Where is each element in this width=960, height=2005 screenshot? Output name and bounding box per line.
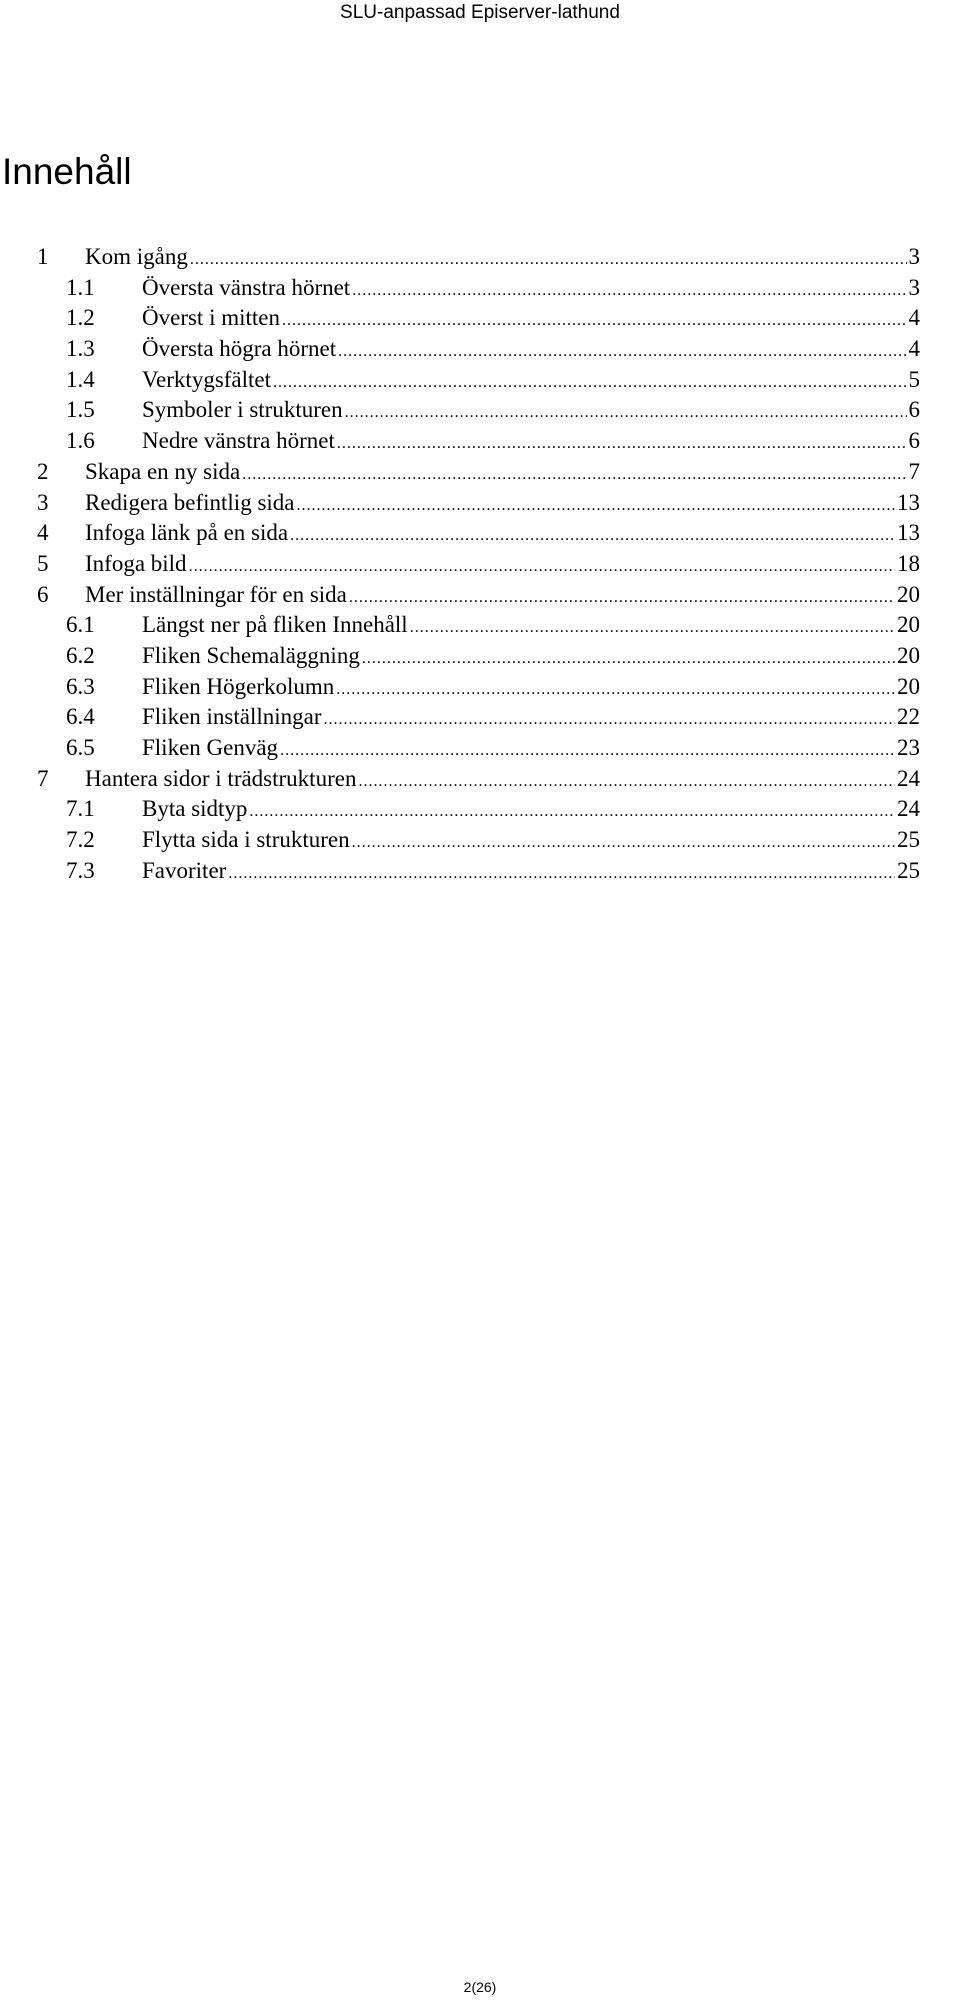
toc-entry-title: Översta högra hörnet xyxy=(142,336,337,362)
toc-entry[interactable] xyxy=(0,365,960,396)
toc-entry-body xyxy=(85,457,920,491)
toc-entry-page: 6 xyxy=(908,397,920,423)
toc-dot-leader xyxy=(189,552,895,583)
toc-entry-title: Fliken Genväg xyxy=(142,735,279,760)
toc-entry-title: Fliken inställningar xyxy=(142,704,322,730)
toc-dot-leader xyxy=(337,429,907,460)
toc-entry-body xyxy=(85,549,920,583)
toc-dot-leader xyxy=(290,521,895,552)
toc-entry[interactable] xyxy=(0,672,960,703)
toc-entry-title: Nedre vänstra hörnet xyxy=(142,428,335,454)
toc-dot-leader xyxy=(297,491,896,522)
toc-dot-leader xyxy=(352,828,895,859)
toc-entry[interactable] xyxy=(0,641,960,672)
toc-entry-page: 25 xyxy=(897,827,920,853)
toc-entry-body xyxy=(142,610,920,644)
toc-entry-title: Skapa en ny sida xyxy=(85,458,241,484)
toc-entry-title: Fliken Schemaläggning xyxy=(142,642,360,668)
toc-entry-number: 1.1 xyxy=(66,274,95,300)
toc-dot-leader xyxy=(228,859,895,890)
toc-entry-body xyxy=(142,856,920,890)
toc-entry-page: 20 xyxy=(897,612,920,638)
toc-entry-body xyxy=(142,365,920,399)
toc-entry[interactable] xyxy=(0,856,960,887)
toc-entry-page: 18 xyxy=(897,550,920,576)
toc-entry-body xyxy=(142,794,920,828)
toc-entry-title: Fliken Högerkolumn xyxy=(142,673,335,699)
toc-entry-body xyxy=(142,334,920,368)
toc-entry[interactable] xyxy=(0,488,960,519)
toc-entry[interactable] xyxy=(0,395,960,426)
toc-entry-number: 7.2 xyxy=(66,827,95,853)
toc-entry-number: 1.4 xyxy=(66,366,95,392)
toc-entry-body xyxy=(142,426,920,460)
toc-entry-body xyxy=(142,395,920,429)
toc-entry-number: 4 xyxy=(37,520,49,546)
toc-entry-number: 6.4 xyxy=(66,704,95,730)
toc-entry-number: 7.1 xyxy=(66,796,95,822)
toc-entry-page: 6 xyxy=(908,428,920,454)
toc-dot-leader xyxy=(349,583,895,614)
toc-entry-page: 13 xyxy=(897,489,920,515)
toc-entry-body xyxy=(142,273,920,307)
toc-entry-page: 20 xyxy=(897,642,920,668)
toc-entry[interactable] xyxy=(0,273,960,304)
toc-entry-number: 7 xyxy=(37,765,49,791)
running-header: SLU-anpassad Episerver-lathund xyxy=(340,2,620,23)
toc-entry-title: Infoga länk på en sida xyxy=(85,520,289,546)
toc-entry-title: Hantera sidor i trädstrukturen xyxy=(85,765,357,791)
toc-entry[interactable] xyxy=(0,733,960,764)
toc-dot-leader xyxy=(273,368,906,399)
toc-entry-number: 1.2 xyxy=(66,305,95,331)
toc-entry-body xyxy=(142,702,920,736)
toc-entry-body xyxy=(142,303,920,337)
toc-entry-title: Kom igång xyxy=(85,244,188,269)
toc-entry-body xyxy=(85,580,920,614)
toc-entry-title: Infoga bild xyxy=(85,550,187,576)
toc-entry[interactable] xyxy=(0,549,960,580)
toc-entry-page: 13 xyxy=(897,520,920,546)
toc-entry-page: 20 xyxy=(897,673,920,699)
toc-dot-leader xyxy=(280,736,895,767)
toc-entry-title: Favoriter xyxy=(142,857,227,883)
toc-dot-leader xyxy=(324,705,895,736)
toc-entry-body xyxy=(142,641,920,675)
toc-entry[interactable] xyxy=(0,518,960,549)
toc-entry[interactable] xyxy=(0,610,960,641)
toc-dot-leader xyxy=(249,797,895,828)
toc-dot-leader xyxy=(336,675,895,706)
toc-entry-body xyxy=(85,488,920,522)
toc-heading: Innehåll xyxy=(2,151,132,192)
toc-entry-title: Verktygsfältet xyxy=(142,366,272,392)
toc-dot-leader xyxy=(410,613,895,644)
toc-entry-page: 3 xyxy=(908,244,920,269)
toc-entry-page: 24 xyxy=(897,765,920,791)
toc-dot-leader xyxy=(352,276,906,307)
toc-entry-title: Symboler i strukturen xyxy=(142,397,343,423)
toc-entry-title: Längst ner på fliken Innehåll xyxy=(142,612,408,638)
toc-entry[interactable] xyxy=(0,825,960,856)
toc-entry-page: 4 xyxy=(908,305,920,331)
toc-entry[interactable] xyxy=(0,764,960,795)
toc-entry[interactable] xyxy=(0,334,960,365)
toc-dot-leader xyxy=(358,767,895,798)
toc-entry-body xyxy=(142,672,920,706)
toc-entry-body xyxy=(85,242,920,276)
toc-entry[interactable] xyxy=(0,242,960,273)
toc-entry-title: Översta vänstra hörnet xyxy=(142,274,351,300)
toc-entry[interactable] xyxy=(0,702,960,733)
toc-entry-title: Mer inställningar för en sida xyxy=(85,581,347,607)
toc-dot-leader xyxy=(242,460,906,491)
toc-entry[interactable] xyxy=(0,303,960,334)
toc-entry-number: 1 xyxy=(37,244,49,269)
toc-entry-page: 22 xyxy=(897,704,920,730)
toc-entry-page: 20 xyxy=(897,581,920,607)
toc-entry-number: 2 xyxy=(37,458,49,484)
toc-entry-number: 1.3 xyxy=(66,336,95,362)
toc-dot-leader xyxy=(190,245,907,276)
toc-entry-number: 6.2 xyxy=(66,642,95,668)
toc-entry-page: 25 xyxy=(897,857,920,883)
toc-entry-body xyxy=(142,825,920,859)
toc-entry[interactable] xyxy=(0,457,960,488)
toc-dot-leader xyxy=(282,306,907,337)
toc-entry-number: 1.5 xyxy=(66,397,95,423)
toc-entry-title: Redigera befintlig sida xyxy=(85,489,295,515)
toc-entry-page: 4 xyxy=(908,336,920,362)
toc-entry-number: 6.3 xyxy=(66,673,95,699)
toc-entry-body xyxy=(85,518,920,552)
toc-entry-number: 6 xyxy=(37,581,49,607)
toc-entry-title: Byta sidtyp xyxy=(142,796,248,822)
toc-entry-number: 3 xyxy=(37,489,49,515)
toc-entry-page: 5 xyxy=(908,366,920,392)
toc-dot-leader xyxy=(362,644,895,675)
page-number: 2(26) xyxy=(463,1979,497,1995)
toc-entry-number: 7.3 xyxy=(66,857,95,883)
toc-entry[interactable] xyxy=(0,580,960,611)
table-of-contents xyxy=(0,242,960,886)
toc-entry-page: 24 xyxy=(897,796,920,822)
toc-entry-title: Flytta sida i strukturen xyxy=(142,827,350,853)
toc-entry-page: 23 xyxy=(897,735,920,760)
toc-entry-body xyxy=(142,733,920,767)
toc-entry[interactable] xyxy=(0,794,960,825)
toc-entry-number: 6.1 xyxy=(66,612,95,638)
toc-entry-body xyxy=(85,764,920,798)
toc-entry-page: 3 xyxy=(908,274,920,300)
toc-entry-number: 6.5 xyxy=(66,735,95,760)
toc-dot-leader xyxy=(345,398,907,429)
toc-entry-number: 1.6 xyxy=(66,428,95,454)
toc-entry[interactable] xyxy=(0,426,960,457)
toc-entry-title: Överst i mitten xyxy=(142,305,280,331)
toc-dot-leader xyxy=(338,337,906,368)
toc-entry-page: 7 xyxy=(908,458,920,484)
toc-entry-number: 5 xyxy=(37,550,49,576)
